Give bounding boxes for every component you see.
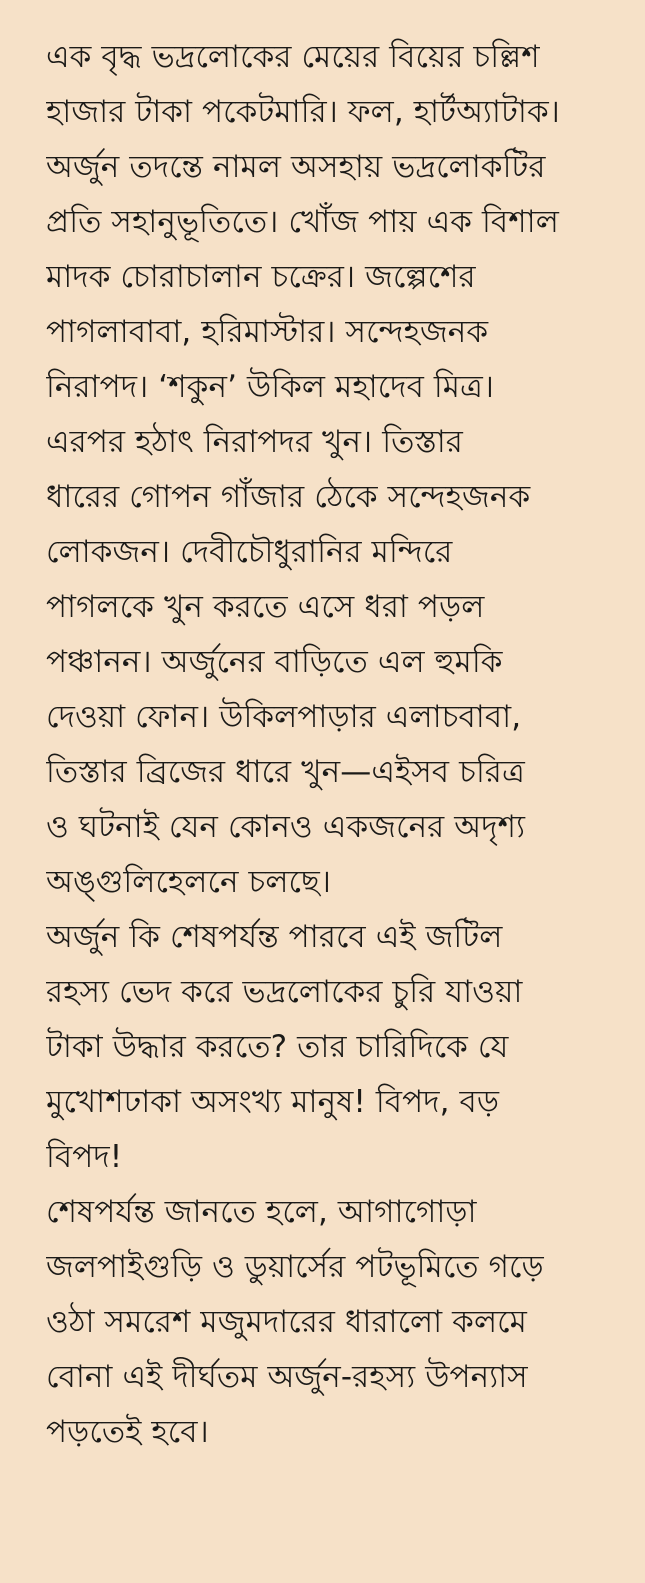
text-line: ওঠা সমরেশ মজুমদারের ধারালো কলমে — [46, 1304, 527, 1340]
text-line: হাজার টাকা পকেটমারি। ফল, হার্টঅ্যাটাক। — [46, 94, 560, 130]
text-line: অঙ্গুলিহেলনে চলছে। — [46, 864, 332, 900]
text-line: ও ঘটনাই যেন কোনও একজনের অদৃশ্য — [46, 809, 526, 845]
text-line: শেষপর্যন্ত জানতে হলে, আগাগোড়া — [46, 1194, 477, 1230]
text-line: এক বৃদ্ধ ভদ্রলোকের মেয়ের বিয়ের চল্লিশ — [46, 39, 540, 75]
text-line: মাদক চোরাচালান চক্রের। জল্পেশের — [46, 259, 476, 295]
text-line: পড়তেই হবে। — [46, 1414, 209, 1450]
text-line: ধারের গোপন গাঁজার ঠেকে সন্দেহজনক — [46, 479, 531, 515]
text-line: মুখোশঢাকা অসংখ্য মানুষ! বিপদ, বড় — [46, 1084, 500, 1120]
text-line: পঞ্চানন। অর্জুনের বাড়িতে এল হুমকি — [46, 644, 503, 680]
text-line: রহস্য ভেদ করে ভদ্রলোকের চুরি যাওয়া — [46, 974, 523, 1010]
text-line: টাকা উদ্ধার করতে? তার চারিদিকে যে — [46, 1029, 509, 1065]
blurb-paragraph-1 — [46, 30, 619, 910]
text-line: জলপাইগুড়ি ও ডুয়ার্সের পটভূমিতে গড়ে — [46, 1249, 544, 1285]
blurb-paragraph-2 — [46, 910, 619, 1185]
text-line: বিপদ! — [46, 1139, 123, 1175]
blurb-paragraph-3 — [46, 1185, 619, 1460]
text-line: পাগলকে খুন করতে এসে ধরা পড়ল — [46, 589, 485, 625]
text-line: নিরাপদ। ‘শকুন’ উকিল মহাদেব মিত্র। — [46, 369, 495, 405]
text-line: দেওয়া ফোন। উকিলপাড়ার এলাচবাবা, — [46, 699, 522, 735]
text-line: পাগলাবাবা, হরিমাস্টার। সন্দেহজনক — [46, 314, 489, 350]
text-line: তিস্তার ব্রিজের ধারে খুন—এইসব চরিত্র — [46, 754, 525, 790]
text-line: বোনা এই দীর্ঘতম অর্জুন-রহস্য উপন্যাস — [46, 1359, 528, 1395]
text-line: অর্জুন তদন্তে নামল অসহায় ভদ্রলোকটির — [46, 149, 546, 185]
text-line: এরপর হঠাৎ নিরাপদর খুন। তিস্তার — [46, 424, 463, 460]
text-line: প্রতি সহানুভূতিতে। খোঁজ পায় এক বিশাল — [46, 204, 559, 240]
text-line: অর্জুন কি শেষপর্যন্ত পারবে এই জটিল — [46, 919, 503, 955]
text-line: লোকজন। দেবীচৌধুরানির মন্দিরে — [46, 534, 453, 570]
